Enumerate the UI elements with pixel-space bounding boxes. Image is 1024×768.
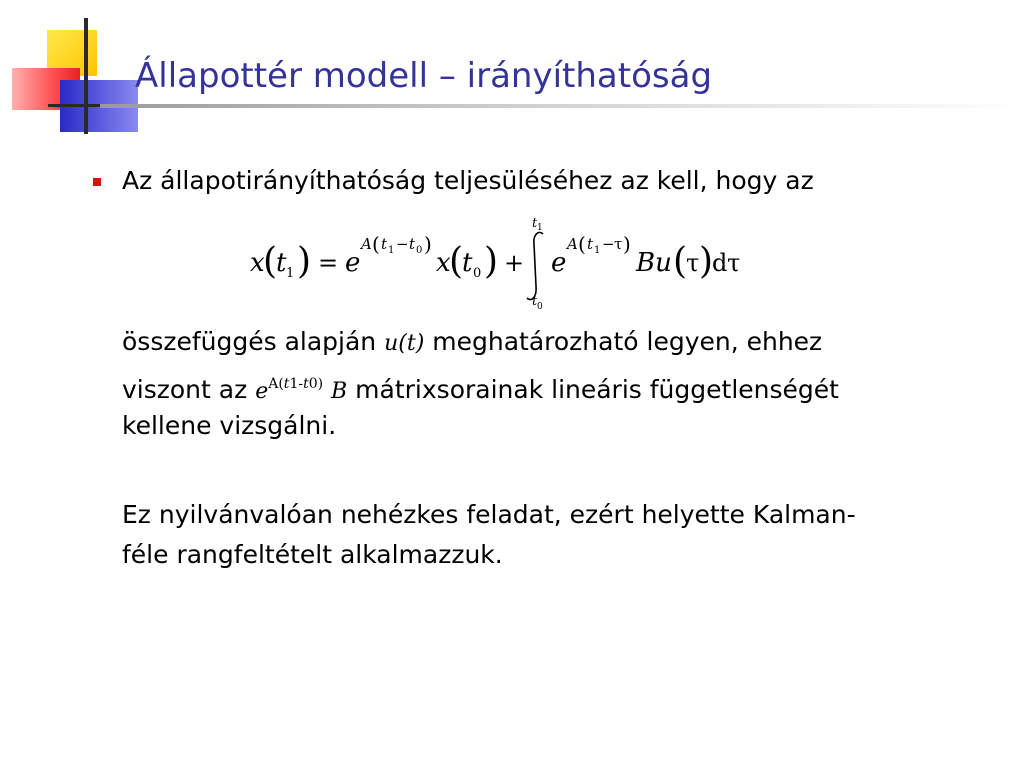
eq-exp-sub1-2: 1 bbox=[594, 245, 601, 256]
eq-exp-paren-open-2: ( bbox=[578, 232, 586, 256]
para2-line1: Ez nyilvánvalóan nehézkes feladat, ezért helyette Kalman- bbox=[122, 500, 856, 529]
eq-dtau: τ bbox=[727, 249, 741, 277]
para1-line2-after: mátrixsorainak lineáris függetlenségét bbox=[355, 375, 839, 404]
eq-exp-sub1-1: 1 bbox=[388, 245, 395, 256]
eq-paren-close-2: ) bbox=[484, 241, 499, 282]
slide-title: Állapottér modell – irányíthatóság bbox=[135, 56, 713, 96]
para2-line2: féle rangfeltételt alkalmazzuk. bbox=[122, 540, 503, 569]
eq-t1-left: t bbox=[276, 248, 287, 278]
eq-exp-t1-2: t bbox=[587, 235, 594, 253]
e-symbol: e bbox=[255, 379, 269, 404]
eq-exp-minus-2: − bbox=[602, 235, 615, 253]
eq-exp-paren-close-2: ) bbox=[623, 232, 631, 256]
eq-d: d bbox=[712, 249, 728, 277]
eq-e-1: e bbox=[345, 248, 361, 278]
eq-integral-upper-sub: 1 bbox=[537, 223, 543, 233]
state-transition-equation bbox=[250, 212, 760, 312]
eq-paren-close-3: ) bbox=[699, 241, 714, 282]
logo-vertical-line bbox=[84, 18, 88, 134]
eq-exp-sub0-1: 0 bbox=[416, 245, 423, 256]
para1-line2 bbox=[122, 367, 839, 409]
eq-t0-mid: t bbox=[462, 248, 473, 278]
eq-Bu: Bu bbox=[636, 248, 672, 278]
para1-line2-before: viszont az bbox=[122, 375, 248, 404]
eq-exp-minus-1: − bbox=[396, 235, 409, 253]
eq-x-left: x bbox=[250, 248, 265, 278]
eq-exp-paren-open-1: ( bbox=[372, 232, 380, 256]
eq-plus: + bbox=[504, 249, 525, 277]
corner-logo bbox=[0, 0, 140, 140]
eq-paren-open-1: ( bbox=[263, 241, 278, 282]
eq-integral-lower: t bbox=[532, 294, 538, 309]
eq-exp-A-2: A bbox=[567, 235, 578, 253]
eq-exp-tau: τ bbox=[614, 235, 623, 253]
eq-exp-A-1: A bbox=[361, 235, 372, 253]
eq-paren-open-2: ( bbox=[449, 241, 464, 282]
para1-line1-after: meghatározható legyen, ehhez bbox=[432, 327, 823, 356]
eq-tau: τ bbox=[686, 249, 700, 277]
eq-exp-t1-1: t bbox=[381, 235, 388, 253]
eq-paren-close-1: ) bbox=[297, 241, 312, 282]
eq-equals: = bbox=[318, 249, 339, 277]
eq-exp-paren-close-1: ) bbox=[424, 232, 432, 256]
B-symbol: B bbox=[331, 379, 348, 404]
eq-sub-1a: 1 bbox=[286, 266, 295, 281]
para1-line1 bbox=[122, 324, 822, 361]
title-underline bbox=[100, 104, 1024, 108]
eq-e-2: e bbox=[551, 248, 567, 278]
eq-sub-0a: 0 bbox=[473, 266, 482, 281]
eq-integral-lower-sub: 0 bbox=[537, 302, 543, 312]
para1-line3: kellene vizsgálni. bbox=[122, 411, 337, 440]
u-of-t: u(t) bbox=[384, 331, 425, 356]
bullet-marker bbox=[93, 178, 101, 186]
bullet-text: Az állapotirányíthatóság teljesüléséhez az kell, hogy az bbox=[122, 166, 814, 195]
eq-paren-open-3: ( bbox=[673, 241, 688, 282]
eq-exp-t0-1: t bbox=[409, 235, 416, 253]
para1-line1-before: összefüggés alapján bbox=[122, 327, 377, 356]
eq-x-mid: x bbox=[436, 248, 451, 278]
eq-integral-sign bbox=[527, 232, 543, 299]
eq-integral-upper: t bbox=[532, 216, 538, 231]
exponent: A(t1-t0) bbox=[268, 376, 324, 392]
